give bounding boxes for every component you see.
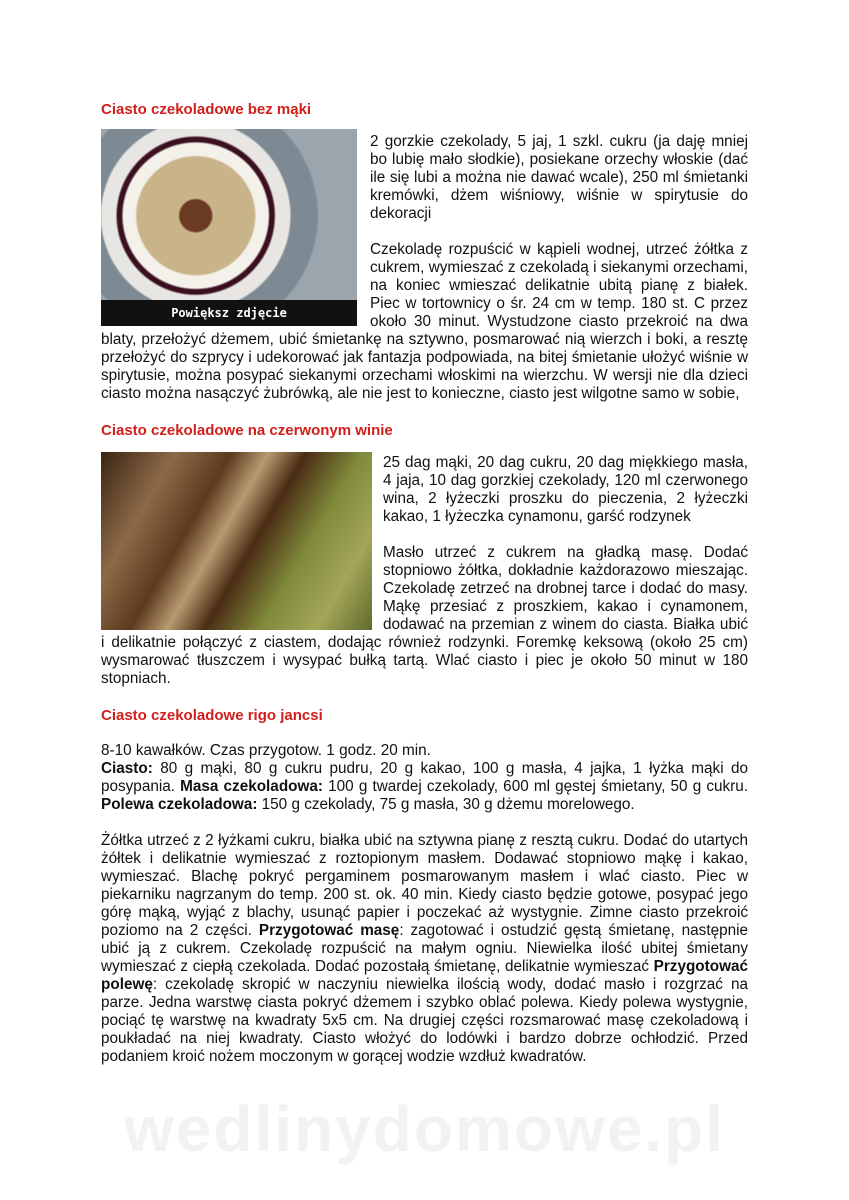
polewa-step-label: Przygotować polewę [101,958,748,993]
recipe-title: Ciasto czekoladowe bez mąki [101,101,312,118]
method-part: : czekoladę skropić w naczyniu niewielka ilością wody, dodać masło i rozgrzać na parze. Jedna warstwę ciasta pokryć dżemem i szybko oblać polewa. Kiedy polewa wystygnie, pociąć tę warstwę na kwadraty 5x5 cm. Na drugiej części rozsmarować masę czekoladową i poukładać na niej kwadraty. Ciasto włożyć do lodówki i bardzo dobrze ochłodzić. Przed podaniem kroić nożem moczonym w gorącej wodzie wzdłuż kwadratów. [101,976,748,1065]
recipe-title: Ciasto czekoladowe rigo jancsi [101,707,323,724]
masa-label: Masa czekoladowa: [180,778,324,795]
watermark: wedlinydomowe.pl [124,1093,725,1165]
recipe-method: Czekoladę rozpuścić w kąpieli wodnej, utrzeć żółtka z cukrem, wymieszać z czekoladą i siekanymi orzechami, na koniec wmieszać delikatnie ubitą pianę z białek. Piec w tortownicy o śr. 24 cm w temp. 180 st. C przez około 30 minut. Wystudzone ciasto przekroić na dwa blaty, przełożyć dżemem, ubić śmietankę na sztywno, posmarować nią wierzch i boki, a resztę przełożyć do szprycy i udekorować jak fantazja podpowiada, na bitej śmietanie ułożyć wiśnie w spirytusie, można posypać siekanymi orzechami włoskimi na wierzchu. W wersji nie dla dzieci ciasto można nasączyć żubrówką, ale nie jest to konieczne, ciasto jest wilgotne samo w sobie, [101,241,748,402]
recipe-method: Masło utrzeć z cukrem na gładką masę. Dodać stopniowo żółtka, dokładnie każdorazowo mieszając. Czekoladę zetrzeć na drobnej tarce i dodać do masy. Mąkę przesiać z proszkiem, kakao i cynamonem, dodawać na przemian z winem do ciasta. Białka ubić i delikatnie połączyć z ciastem, dodając również rodzynki. Foremkę keksową (około 25 cm) wysmarować tłuszczem i wysypać bułką tartą. Wlać ciasto i piec je około 50 minut w 180 stopniach. [101,544,748,687]
enlarge-photo-caption[interactable]: Powiększ zdjęcie [101,300,357,326]
recipe-title: Ciasto czekoladowe na czerwonym winie [101,422,393,439]
recipe-ingredients: 2 gorzkie czekolady, 5 jaj, 1 szkl. cukru (ja daję mniej bo lubię mało słodkie), posiekane orzechy włoskie (dać ile się lubi a można nie dawać wcale), 250 ml śmietanki kremówki, dżem wiśniowy, wiśnie w spirytusie do dekoracji [370,133,748,222]
polewa-text: 150 g czekolady, 75 g masła, 30 g dżemu morelowego. [257,796,635,813]
masa-step-label: Przygotować masę [258,922,400,939]
method-part: : zagotować i ostudzić gęstą śmietanę, następnie ubić ją z cukrem. Czekoladę rozpuścić na małym ogniu. Niewielka ilość ubitej śmietany wymieszać z ciepłą czekolada. Dodać pozostałą śmietanę, delikatnie wymieszać [101,922,748,975]
recipe-2 [101,421,748,688]
masa-text: 100 g twardej czekolady, 600 ml gęstej śmietany, 50 g cukru. [323,778,748,795]
recipe-ingredients [101,760,748,814]
polewa-label: Polewa czekoladowa: [101,796,258,813]
cake-photo[interactable] [101,129,357,326]
recipe-servings: 8-10 kawałków. Czas przygotow. 1 godz. 20 min. [101,742,431,759]
method-part: Żółtka utrzeć z 2 łyżkami cukru, białka ubić na sztywna pianę z resztą cukru. Dodać do utartych żółtek i delikatnie wymieszać z roztopionym masłem. Dodawać stopniowo mąkę i kakao, wymieszać. Blachę pokryć pergaminem posmarowanym masłem i wlać ciasto. Piec w piekarniku nagrzanym do temp. 200 st. ok. 40 min. Kiedy ciasto będzie gotowe, posypać jego górę mąką, wyjąć z blachy, usunąć papier i poczekać aż wystygnie. Zimne ciasto przekroić poziomo na 2 części. [101,832,748,939]
recipe-3 [101,706,748,1066]
recipe-ingredients: 25 dag mąki, 20 dag cukru, 20 dag miękkiego masła, 4 jaja, 10 dag gorzkiej czekolady, 120 ml czerwonego wina, 2 łyżeczki proszku do pieczenia, 2 łyżeczki kakao, 1 łyżeczka cynamonu, garść rodzynek [383,454,748,525]
document-page [101,100,748,1066]
recipe-1 [101,100,748,403]
cake-photo [101,452,372,630]
ciasto-label: Ciasto: [101,760,153,777]
recipe-method [101,832,748,1066]
ciasto-text: 80 g mąki, 80 g cukru pudru, 20 g kakao, 100 g masła, 4 jajka, 1 łyżka mąki do posypania. [101,760,748,795]
